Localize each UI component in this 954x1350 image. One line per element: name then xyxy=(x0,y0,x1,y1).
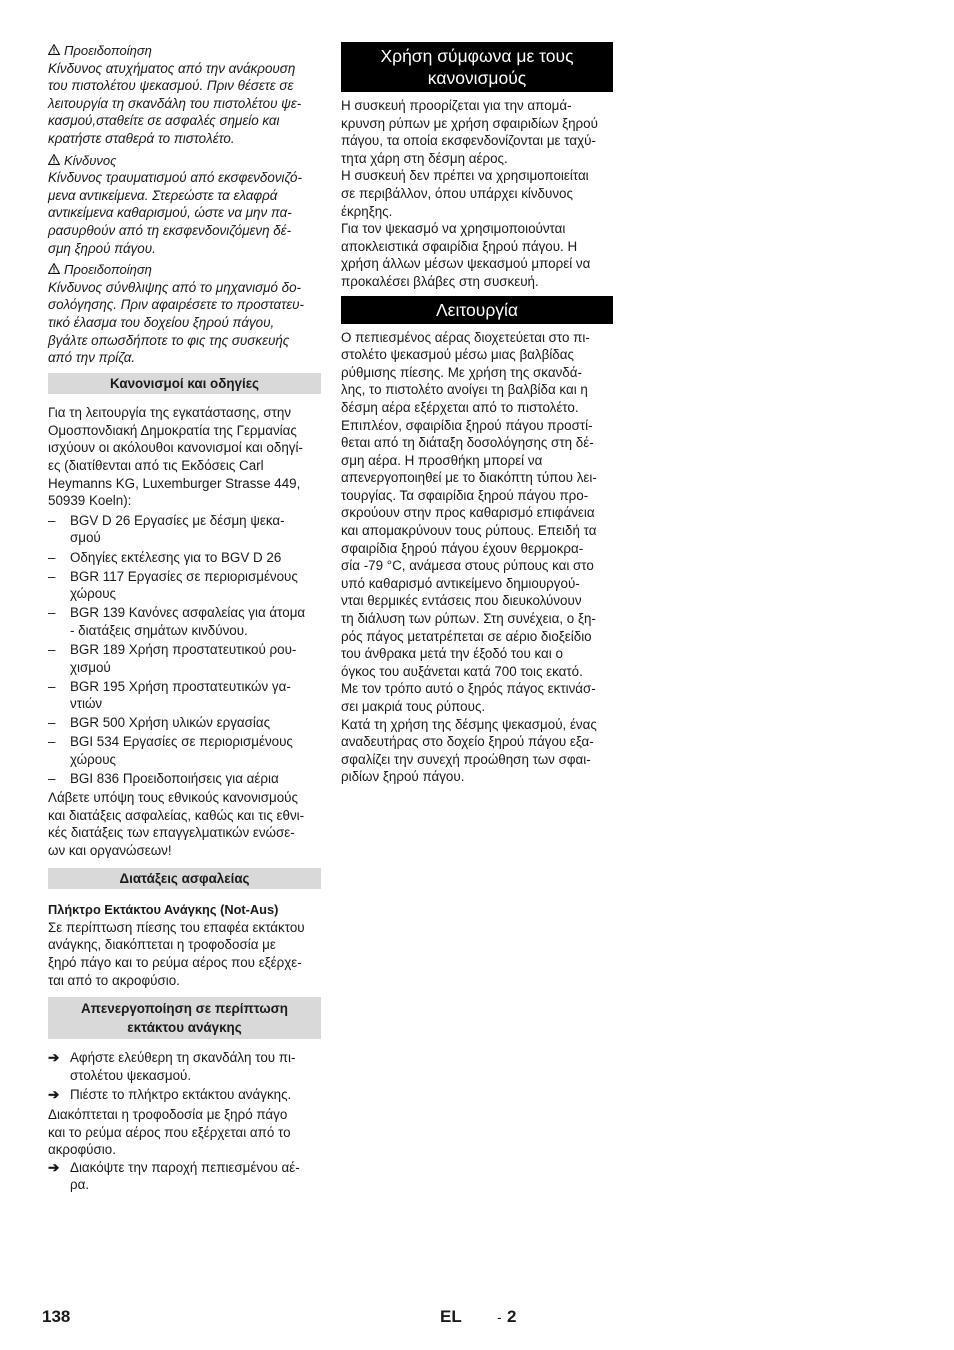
text-line: του άνθρακα μετά την έξοδό του και ο xyxy=(341,646,563,662)
emergency-stop-subheading: Πλήκτρο Εκτάκτου Ανάγκης (Not-Aus) xyxy=(48,902,279,918)
text-line: χώρους xyxy=(70,586,116,602)
right-column xyxy=(341,42,613,786)
text-line: κανονισμούς xyxy=(427,68,527,88)
text-line: προκαλέσει βλάβες στη συσκευή. xyxy=(341,273,539,289)
text-line: τικό έλασμα του δοχείου ξηρού πάγου, xyxy=(48,314,275,330)
text-line: χώρους xyxy=(70,752,116,768)
text-line: BGR 189 Χρήση προστατευτικού ρου- xyxy=(70,642,297,657)
arrow-right-icon: ➔ xyxy=(48,1050,60,1066)
step-cut-air-supply xyxy=(48,1159,321,1194)
dash-bullet: – xyxy=(48,715,56,731)
text-line: σμη ξηρού πάγου. xyxy=(48,240,156,256)
text-line: όγκος του αυξάνεται κατά 700 τοις εκατό. xyxy=(341,663,583,679)
text-line: χρήση άλλων μέσων ψεκασμού μπορεί να xyxy=(341,256,591,272)
text-line: Για τη λειτουργία της εγκατάστασης, στην xyxy=(48,405,292,421)
regulations-intro xyxy=(48,404,321,510)
regulation-item xyxy=(48,678,321,713)
text-line: σει μακριά τους ρύπους. xyxy=(341,699,486,714)
emergency-heading xyxy=(48,997,321,1039)
regulation-item xyxy=(48,512,321,547)
warning-text xyxy=(48,169,321,257)
text-line: ισχύουν οι ακόλουθοι κανονισμοί και οδηγί- xyxy=(48,440,303,456)
text-line: BGI 836 Προειδοποιήσεις για αέρια xyxy=(70,771,279,787)
text-line: αναδευτήρας στο δοχείο ξηρού πάγου εξα- xyxy=(341,734,594,750)
text-line: Κίνδυνος σύνθλιψης από το μηχανισμό δο- xyxy=(48,279,301,295)
text-line: 50939 Koeln): xyxy=(48,493,132,509)
regulation-item xyxy=(48,770,321,788)
emergency-note xyxy=(48,1106,321,1159)
regulation-item xyxy=(48,641,321,676)
warning-title: Προειδοποίηση xyxy=(48,42,321,60)
dash-bullet: – xyxy=(48,568,56,584)
text-line: κές διατάξεις των επαγγελματικών ενώσε- xyxy=(48,825,295,841)
text-line: Σε περίπτωση πίεσης του επαφέα εκτάκτου xyxy=(48,919,305,935)
text-line: του πιστολέτου ψεκασμού. Πριν θέσετε σε xyxy=(48,78,294,94)
text-line: θεται από τη διάταξη δοσολόγησης στη δέ- xyxy=(341,435,594,451)
text-line: BGR 195 Χρήση προστατευτικών γα- xyxy=(70,678,291,694)
text-line: από την πρίζα. xyxy=(48,350,136,366)
regulations-outro xyxy=(48,789,321,859)
text-line: ρα. xyxy=(70,1177,90,1193)
regulation-item xyxy=(48,733,321,768)
warning-text xyxy=(48,279,321,367)
text-line: BGR 139 Κανόνες ασφαλείας για άτομα xyxy=(70,605,306,621)
dash-bullet: – xyxy=(48,678,56,694)
text-line: τη διάλυση των ρύπων. Στη συνέχεια, ο ξη- xyxy=(341,611,596,627)
text-line: Για τον ψεκασμό να χρησιμοποιούνται xyxy=(341,221,566,237)
text-line: απενεργοποιηθεί με το διακόπτη τύπου λει- xyxy=(341,470,597,486)
text-line: σφαλίζει την συνεχή προώθηση των σφαι- xyxy=(341,751,591,767)
text-line: ων και οργανώσεων! xyxy=(48,843,172,859)
dash-bullet: – xyxy=(48,734,56,750)
text-line: Διακόψτε την παροχή πεπιεσμένου αέ- xyxy=(70,1159,300,1175)
warnings xyxy=(48,42,321,367)
text-line: έκρηξης. xyxy=(341,203,393,219)
text-line: Αφήστε ελεύθερη τη σκανδάλη του πι- xyxy=(70,1050,296,1066)
text-line: BGR 117 Εργασίες σε περιορισμένους xyxy=(70,568,298,584)
text-line: δέσμη αέρα εξέρχεται από το πιστολέτο. xyxy=(341,399,579,415)
text-line: και διατάξεις ασφαλείας, καθώς και τις εθνι- xyxy=(48,807,305,823)
footer-page-number: 138 xyxy=(42,1307,71,1326)
regulations-heading: Κανονισμοί και οδηγίες xyxy=(48,373,321,395)
text-line: ξηρό πάγο και το ρεύμα αέρος που εξέρχε- xyxy=(48,955,302,970)
text-line: ρύθμισης πίεσης. Με χρήση της σκανδά- xyxy=(341,364,582,380)
text-line: κρυνση ρύπων με χρήση σφαιριδίων ξηρού xyxy=(341,115,598,131)
text-line: Επιπλέον, σφαιρίδια ξηρού πάγου προστί- xyxy=(341,417,593,433)
warning-triangle-icon xyxy=(48,42,64,60)
emergency-steps-1 xyxy=(48,1049,321,1104)
text-line: Ομοσπονδιακή Δημοκρατία της Γερμανίας xyxy=(48,422,297,438)
regulation-item xyxy=(48,549,321,567)
text-line: ρασυρθούν από τη εκσφενδονιζόμενη δέ- xyxy=(48,222,292,238)
text-line: αντικείμενα καθαρισμού, ώστε να μην πα- xyxy=(48,205,292,221)
text-line: και απομακρύνουν τους ρύπους. Επειδή τα xyxy=(341,523,597,539)
text-line: σολόγησης. Πριν αφαιρέσετε το προστατευ- xyxy=(48,297,304,313)
text-line: Απενεργοποίηση σε περίπτωση xyxy=(81,1001,288,1017)
text-line: ρός πάγος μετατρέπεται σε αέριο διοξείδιο xyxy=(341,628,592,644)
function-text xyxy=(341,329,613,786)
text-line: πάγου, τα οποία εκσφενδονίζονται με ταχύ- xyxy=(341,133,596,149)
text-line: σε περιβάλλον, όπου υπάρχει κίνδυνος xyxy=(341,185,573,201)
text-line: Με τον τρόπο αυτό ο ξηρός πάγος εκτινάσ- xyxy=(341,681,596,697)
regulation-item xyxy=(48,604,321,639)
warning-title: Κίνδυνος xyxy=(48,152,321,170)
text-line: BGV D 26 Εργασίες με δέσμη ψεκα- xyxy=(70,512,285,528)
text-line: Ο πεπιεσμένος αέρας διοχετεύεται στο πι- xyxy=(341,329,590,345)
text-line: ανάγκης, διακόπτεται η τροφοδοσία με xyxy=(48,937,276,953)
text-line: BGR 500 Χρήση υλικών εργασίας xyxy=(70,715,271,731)
text-line: αποκλειστικά σφαιρίδια ξηρού πάγου. Η xyxy=(341,238,578,254)
text-line: Πιέστε το πλήκτρο εκτάκτου ανάγκης. xyxy=(70,1087,292,1103)
text-line: Heymanns KG, Luxemburger Strasse 449, xyxy=(48,475,301,491)
text-line: νται θερμικές εντάσεις που διευκολύνουν xyxy=(341,593,582,609)
text-line: σία -79 °C, ανάμεσα στους ρύπους και στο xyxy=(341,558,594,574)
dash-bullet: – xyxy=(48,605,56,621)
text-line: χισμού xyxy=(70,659,111,675)
text-line: Οδηγίες εκτέλεσης για το BGV D 26 xyxy=(70,549,282,565)
text-line: BGI 534 Εργασίες σε περιορισμένους xyxy=(70,734,293,750)
text-line: υπό καθαρισμό αντικείμενο δημιουργού- xyxy=(341,575,580,591)
step-press-emergency-button xyxy=(48,1086,321,1104)
safety-text xyxy=(48,919,321,989)
text-line: ριδίων ξηρού πάγου. xyxy=(341,769,465,785)
step-release-trigger xyxy=(48,1049,321,1084)
text-line: κρατήστε σταθερά το πιστολέτο. xyxy=(48,130,235,146)
warning-title: Προειδοποίηση xyxy=(48,261,321,279)
dash-bullet: – xyxy=(48,771,56,787)
text-line: Κατά τη χρήση της δέσμης ψεκασμού, ένας xyxy=(341,716,597,732)
safety-heading: Διατάξεις ασφαλείας xyxy=(48,868,321,890)
regulations-list xyxy=(48,512,321,788)
text-line: εκτάκτου ανάγκης xyxy=(127,1020,242,1036)
text-line: σμού xyxy=(70,530,101,546)
text-line: ακροφύσιο. xyxy=(48,1142,116,1158)
footer-sub-page: 2 xyxy=(507,1307,517,1326)
text-line: στολέτο ψεκασμού μέσω μιας βαλβίδας xyxy=(341,347,574,363)
text-line: Η συσκευή προορίζεται για την απομά- xyxy=(341,98,572,113)
text-line: Η συσκευή δεν πρέπει να χρησιμοποιείται xyxy=(341,168,589,184)
text-line: λης, το πιστολέτο ανοίγει τη βαλβίδα και η xyxy=(341,382,588,398)
intended-use-text xyxy=(341,97,613,291)
function-heading: Λειτουργία xyxy=(341,296,613,324)
left-column xyxy=(48,42,321,1196)
intended-use-heading xyxy=(341,42,613,92)
footer-separator: - xyxy=(497,1309,502,1325)
text-line: - διατάξεις σημάτων κινδύνου. xyxy=(70,622,248,638)
text-line: βγάλτε οπωσδήποτε το φις της συσκευής xyxy=(48,332,290,348)
text-line: στολέτου ψεκασμού. xyxy=(70,1067,192,1083)
text-line: ντιών xyxy=(70,696,103,712)
regulation-item xyxy=(48,714,321,732)
footer-language: EL xyxy=(440,1307,462,1326)
text-line: Λάβετε υπόψη τους εθνικούς κανονισμούς xyxy=(48,790,298,806)
text-line: Κίνδυνος τραυματισμού από εκσφενδονιζό- xyxy=(48,170,302,186)
text-line: τουργίας. Τα σφαιρίδια ξηρού πάγου προ- xyxy=(341,487,589,503)
text-line: Χρήση σύμφωνα με τους xyxy=(380,46,574,66)
regulation-item xyxy=(48,568,321,603)
text-line: σκρούουν στην προς καθαρισμό επιφάνεια xyxy=(341,505,595,521)
text-line: ες (διατίθενται από τις Εκδόσεις Carl xyxy=(48,458,264,474)
text-line: Διακόπτεται η τροφοδοσία με ξηρό πάγο xyxy=(48,1106,288,1122)
arrow-right-icon: ➔ xyxy=(48,1159,60,1175)
emergency-steps-2 xyxy=(48,1159,321,1194)
text-line: και το ρεύμα αέρος που εξέρχεται από το xyxy=(48,1124,291,1140)
dash-bullet: – xyxy=(48,549,56,565)
text-line: σμη αέρα. Η προσθήκη μπορεί να xyxy=(341,452,543,468)
warning-text xyxy=(48,60,321,148)
text-line: μενα αντικείμενα. Στερεώστε τα ελαφρά xyxy=(48,187,278,203)
text-line: ται από το ακροφύσιο. xyxy=(48,972,180,988)
warning-triangle-icon xyxy=(48,261,64,279)
warning-triangle-icon xyxy=(48,152,64,170)
text-line: κασμού,σταθείτε σε ασφαλές σημείο και xyxy=(48,113,280,129)
text-line: Κίνδυνος ατυχήματος από την ανάκρουση xyxy=(48,60,296,76)
text-line: σφαιρίδια ξηρού πάγου έχουν θερμοκρα- xyxy=(341,540,584,556)
dash-bullet: – xyxy=(48,512,56,528)
dash-bullet: – xyxy=(48,642,56,657)
arrow-right-icon: ➔ xyxy=(48,1087,60,1103)
text-line: λειτουργία τη σκανδάλη του πιστολέτου ψε- xyxy=(48,95,302,111)
text-line: τητα χάρη στη δέσμη αέρος. xyxy=(341,150,508,166)
